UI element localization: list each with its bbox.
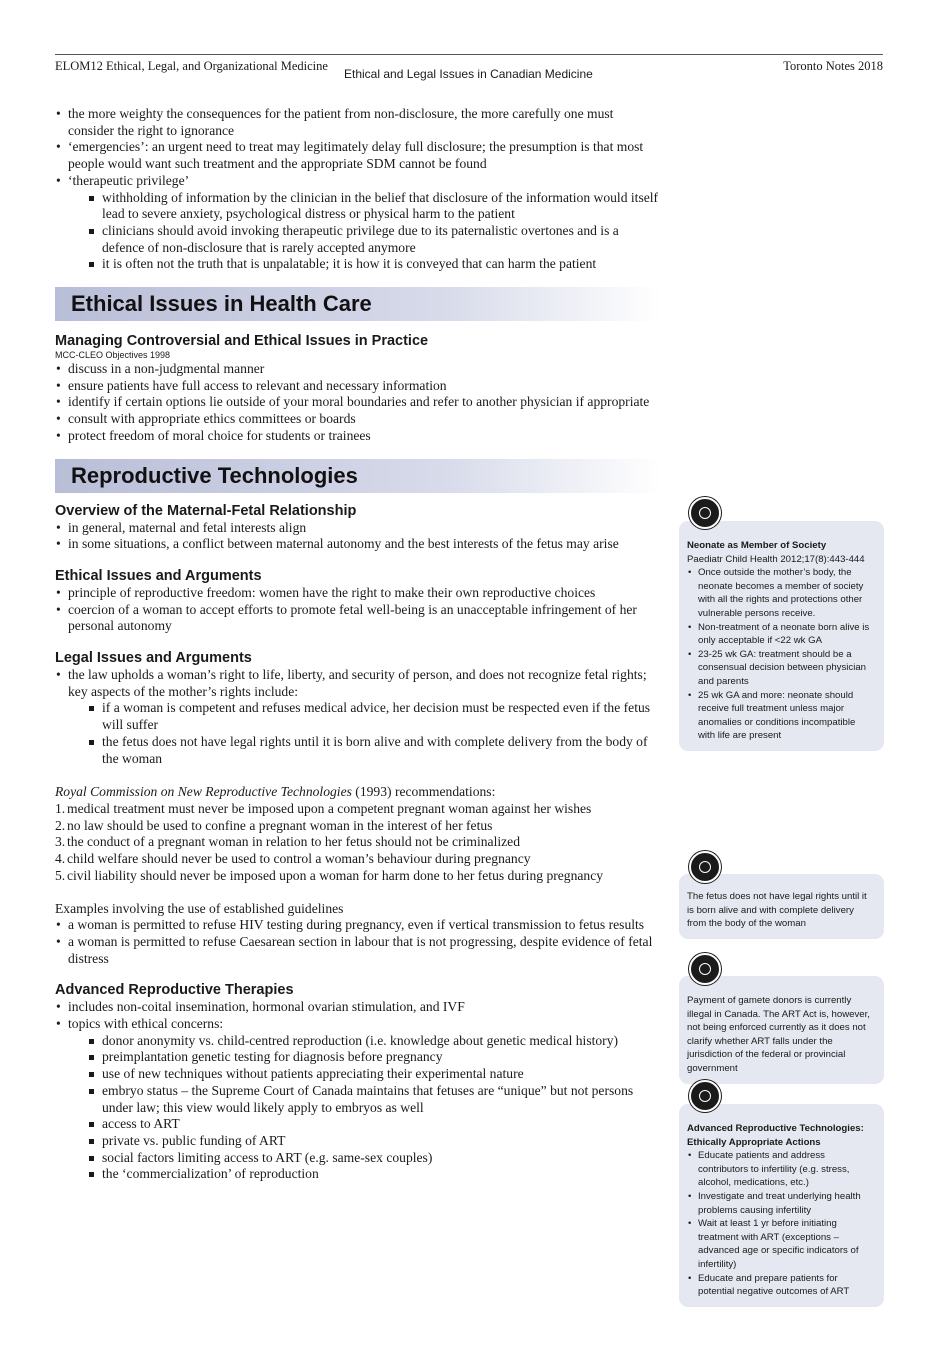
- running-header-center: Ethical and Legal Issues in Canadian Medicine: [344, 67, 593, 81]
- section-banner-ethical: Ethical Issues in Health Care: [55, 287, 661, 321]
- commission-title-italic: Royal Commission on New Reproductive Technologies: [55, 784, 352, 800]
- list-item: • a woman is permitted to refuse Caesarean section in labour that is not progressing, despite evidence of fetal distress: [55, 934, 661, 967]
- advanced-list: [55, 999, 661, 1183]
- sub-list: [68, 700, 661, 767]
- sub-list-item: social factors limiting access to ART (e.g. same-sex couples): [68, 1150, 661, 1167]
- list-item-text: the law upholds a woman’s right to life, liberty, and security of person, and does not recognize fetal rights; key aspects of the mother’s rights include:: [68, 667, 647, 699]
- numbered-item: [55, 851, 661, 868]
- list-item: • the more weighty the consequences for the patient from non-disclosure, the more carefully one must consider the right to ignorance: [55, 106, 661, 139]
- list-item: • principle of reproductive freedom: women have the right to make their own reproductive choices: [55, 585, 661, 602]
- sub-list: [68, 1033, 661, 1183]
- subheading-ethical-arguments: Ethical Issues and Arguments: [55, 567, 262, 584]
- sidebar-box-gamete: [679, 976, 884, 1084]
- item-number: 5.: [55, 867, 66, 883]
- sidebar-list: [687, 1149, 874, 1299]
- sidebar-list-item: • Non-treatment of a neonate born alive is only acceptable if <22 wk GA: [687, 621, 874, 648]
- item-text: no law should be used to confine a pregnant woman in the interest of her fetus: [67, 817, 493, 833]
- sidebar-note: The fetus does not have legal rights until it is born alive and with complete delivery from the body of the woman: [687, 891, 867, 930]
- sub-list-item: donor anonymity vs. child-centred reproduction (i.e. knowledge about genetic medical history): [68, 1033, 661, 1050]
- list-item: • discuss in a non-judgmental manner: [55, 361, 661, 378]
- sub-list: [68, 190, 661, 274]
- item-text: medical treatment must never be imposed upon a competent pregnant woman against her wishes: [67, 800, 592, 816]
- sub-list-item: the ‘commercialization’ of reproduction: [68, 1166, 661, 1183]
- key-point-icon: [689, 953, 721, 985]
- key-point-icon: [689, 851, 721, 883]
- sidebar-list-item: • 25 wk GA and more: neonate should receive full treatment unless major anomalies or conditions incompatible with life are present: [687, 689, 874, 743]
- commission-title: [55, 784, 661, 801]
- sub-list-item: the fetus does not have legal rights until it is born alive and with complete delivery from the body of the woman: [68, 734, 661, 767]
- sidebar-list-item: • Wait at least 1 yr before initiating treatment with ART (exceptions – advanced age or specific indicators of infertility): [687, 1217, 874, 1271]
- list-item: • coercion of a woman to accept efforts to promote fetal well-being is an unacceptable infringement of her personal autonomy: [55, 602, 661, 635]
- header-rule: [55, 54, 883, 55]
- item-number: 3.: [55, 834, 66, 850]
- list-item-text: topics with ethical concerns:: [68, 1016, 224, 1032]
- list-item: • in some situations, a conflict between maternal autonomy and the best interests of the fetus may arise: [55, 536, 661, 553]
- sub-list-item: it is often not the truth that is unpalatable; it is how it is conveyed that can harm the patient: [68, 256, 661, 273]
- item-number: 2.: [55, 817, 66, 833]
- ethical-list: [55, 361, 661, 445]
- numbered-item: [55, 818, 661, 835]
- item-number: 4.: [55, 851, 66, 867]
- sidebar-box-fetus: [679, 874, 884, 939]
- list-item: • protect freedom of moral choice for students or trainees: [55, 428, 661, 445]
- list-item: • identify if certain options lie outside of your moral boundaries and refer to another physician if appropriate: [55, 394, 661, 411]
- sub-list-item: if a woman is competent and refuses medical advice, her decision must be respected even if the fetus will suffer: [68, 700, 661, 733]
- legal-arguments-list: [55, 667, 661, 767]
- list-item: • consult with appropriate ethics committees or boards: [55, 411, 661, 428]
- list-item: • ensure patients have full access to relevant and necessary information: [55, 378, 661, 395]
- source-citation: MCC-CLEO Objectives 1998: [55, 350, 171, 361]
- sidebar-list-item: • Educate patients and address contributors to infertility (e.g. stress, alcohol, medications, etc.): [687, 1149, 874, 1190]
- main-column: [55, 106, 661, 1183]
- item-text: civil liability should never be imposed upon a woman for harm done to her fetus during pregnancy: [67, 867, 604, 883]
- sub-list-item: private vs. public funding of ART: [68, 1133, 661, 1150]
- key-point-icon: [689, 1080, 721, 1112]
- sub-list-item: withholding of information by the clinician in the belief that disclosure of the information would itself lead to severe anxiety, psychological distress or physical harm to the patient: [68, 190, 661, 223]
- list-item: • in general, maternal and fetal interests align: [55, 520, 661, 537]
- key-point-icon: [689, 497, 721, 529]
- numbered-item: [55, 801, 661, 818]
- sub-list-item: use of new techniques without patients appreciating their experimental nature: [68, 1066, 661, 1083]
- running-header-left: ELOM12 Ethical, Legal, and Organizational Medicine: [55, 59, 328, 73]
- item-text: the conduct of a pregnant woman in relation to her fetus should not be criminalized: [67, 834, 520, 850]
- numbered-item: [55, 868, 661, 885]
- list-item-text: ‘therapeutic privilege’: [68, 172, 190, 188]
- overview-list: [55, 520, 661, 553]
- commission-list: [55, 801, 661, 885]
- list-item: • includes non-coital insemination, hormonal ovarian stimulation, and IVF: [55, 999, 661, 1016]
- subheading-legal-arguments: Legal Issues and Arguments: [55, 650, 252, 667]
- numbered-item: [55, 834, 661, 851]
- subheading-overview: Overview of the Maternal-Fetal Relationship: [55, 502, 357, 519]
- sub-list-item: access to ART: [68, 1116, 661, 1133]
- sidebar-box-neonate: [679, 521, 884, 751]
- commission-title-rest: (1993) recommendations:: [351, 784, 496, 800]
- disclosure-list: [55, 106, 661, 273]
- list-item: [55, 667, 661, 767]
- running-header-right: Toronto Notes 2018: [783, 59, 883, 73]
- item-text: child welfare should never be used to control a woman’s behaviour during pregnancy: [67, 851, 531, 867]
- sub-list-item: embryo status – the Supreme Court of Canada maintains that fetuses are “unique” but not persons under law; this view would likely apply to embryos as well: [68, 1083, 661, 1116]
- examples-list: [55, 917, 661, 967]
- list-item: [55, 1016, 661, 1183]
- sidebar-box-art-actions: [679, 1104, 884, 1307]
- examples-intro: Examples involving the use of established guidelines: [55, 900, 344, 916]
- sub-list-item: clinicians should avoid invoking therapeutic privilege due to its paternalistic overtones and is a defence of non-disclosure that is rarely accepted anymore: [68, 223, 661, 256]
- sidebar-source: Paediatr Child Health 2012;17(8):443-444: [687, 553, 865, 565]
- ethical-arguments-list: [55, 585, 661, 635]
- item-number: 1.: [55, 800, 66, 816]
- list-item: • ‘emergencies’: an urgent need to treat may legitimately delay full disclosure; the presumption is that most people would want such treatment and the appropriate SDM cannot be found: [55, 139, 661, 172]
- sidebar-list: [687, 566, 874, 743]
- sidebar-list-item: • 23-25 wk GA: treatment should be a consensual decision between physician and parents: [687, 648, 874, 689]
- sidebar-title: Neonate as Member of Society: [687, 540, 827, 551]
- subheading-advanced-therapies: Advanced Reproductive Therapies: [55, 982, 294, 999]
- sidebar-list-item: • Investigate and treat underlying health problems causing infertility: [687, 1190, 874, 1217]
- sidebar-title: Advanced Reproductive Technologies: Ethically Appropriate Actions: [687, 1123, 864, 1148]
- section-banner-reproductive: Reproductive Technologies: [55, 459, 661, 493]
- list-item: • a woman is permitted to refuse HIV testing during pregnancy, even if vertical transmission to fetus results: [55, 917, 661, 934]
- sidebar-list-item: • Once outside the mother’s body, the neonate becomes a member of society with all the rights and protections other vulnerable persons receive.: [687, 566, 874, 620]
- sidebar-note: Payment of gamete donors is currently illegal in Canada. The ART Act is, however, not being enforced currently as it does not clarify whether ART falls under the jurisdiction of the federal or provincial government: [687, 995, 870, 1074]
- list-item: [55, 173, 661, 273]
- sidebar-list-item: • Educate and prepare patients for potential negative outcomes of ART: [687, 1272, 874, 1299]
- subheading-controversial: Managing Controversial and Ethical Issues in Practice: [55, 333, 429, 350]
- sub-list-item: preimplantation genetic testing for diagnosis before pregnancy: [68, 1049, 661, 1066]
